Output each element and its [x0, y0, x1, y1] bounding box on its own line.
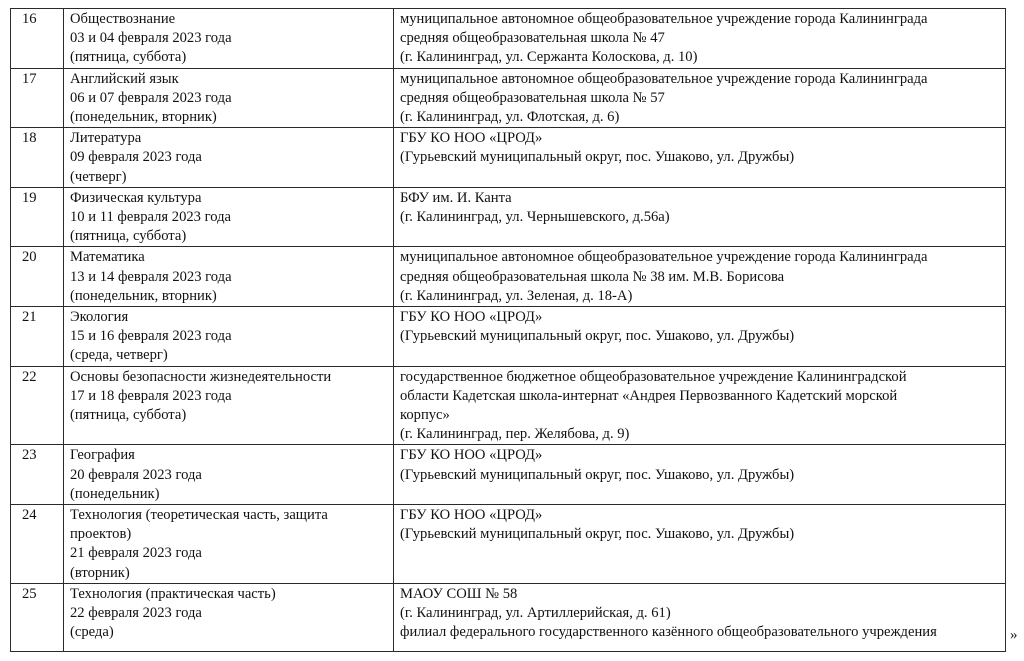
subject-detail-line: 09 февраля 2023 года: [70, 149, 202, 166]
subject-detail-line: 17 и 18 февраля 2023 года: [70, 387, 232, 404]
table-row: [11, 505, 1006, 584]
table-row: [11, 68, 1006, 128]
subject-date-cell: [64, 505, 394, 584]
row-number-cell: 16: [11, 9, 64, 69]
venue-cell: [394, 445, 1006, 505]
venue-line: (г. Калининград, ул. Чернышевского, д.56а): [400, 209, 670, 226]
subject-detail-line: (среда): [70, 624, 114, 641]
venue-cell: [394, 68, 1006, 128]
schedule-table-body: [11, 9, 1006, 652]
subject-date-cell: [64, 307, 394, 367]
venue-cell: [394, 583, 1006, 651]
venue-line: муниципальное автономное общеобразовательное учреждение города Калининграда: [400, 70, 928, 87]
subject-detail-line: (пятница, суббота): [70, 228, 187, 245]
subject-detail-line: (четверг): [70, 168, 127, 185]
venue-cell: [394, 505, 1006, 584]
subject-detail-line: (понедельник): [70, 485, 160, 502]
venue-cell: [394, 187, 1006, 247]
subject-detail-line: (понедельник, вторник): [70, 287, 217, 304]
row-number-cell: 17: [11, 68, 64, 128]
venue-cell: [394, 128, 1006, 188]
subject-detail-line: 10 и 11 февраля 2023 года: [70, 209, 232, 226]
venue-line: (г. Калининград, ул. Зеленая, д. 18-А): [400, 287, 633, 304]
subject-name: География: [70, 447, 135, 464]
venue-line: (г. Калининград, пер. Желябова, д. 9): [400, 426, 630, 443]
row-number-cell: 22: [11, 366, 64, 445]
table-row: [11, 445, 1006, 505]
subject-date-cell: [64, 247, 394, 307]
table-row: [11, 128, 1006, 188]
venue-line: ГБУ КО НОО «ЦРОД»: [400, 130, 543, 147]
table-row: [11, 9, 1006, 69]
subject-name: Английский язык: [70, 70, 179, 87]
subject-detail-line: 21 февраля 2023 года: [70, 545, 202, 562]
olympiad-schedule-table: [10, 8, 1006, 652]
venue-line: (Гурьевский муниципальный округ, пос. Ушаково, ул. Дружбы): [400, 526, 795, 543]
row-number-cell: 25: [11, 583, 64, 651]
subject-detail-line: 22 февраля 2023 года: [70, 605, 202, 622]
subject-date-cell: [64, 366, 394, 445]
subject-date-cell: [64, 128, 394, 188]
subject-detail-line: (пятница, суббота): [70, 407, 187, 424]
subject-detail-line: 13 и 14 февраля 2023 года: [70, 268, 232, 285]
venue-line: средняя общеобразовательная школа № 47: [400, 30, 665, 47]
venue-cell: [394, 307, 1006, 367]
subject-name: Физическая культура: [70, 189, 202, 206]
venue-line: средняя общеобразовательная школа № 38 им. М.В. Борисова: [400, 268, 785, 285]
subject-detail-line: 03 и 04 февраля 2023 года: [70, 30, 232, 47]
subject-detail-line: (среда, четверг): [70, 347, 168, 364]
row-number-cell: 21: [11, 307, 64, 367]
venue-line: (Гурьевский муниципальный округ, пос. Ушаково, ул. Дружбы): [400, 466, 795, 483]
venue-line: ГБУ КО НОО «ЦРОД»: [400, 447, 543, 464]
venue-line: (Гурьевский муниципальный округ, пос. Ушаково, ул. Дружбы): [400, 149, 795, 166]
venue-line: области Кадетская школа-интернат «Андрея Первозванного Кадетский морской: [400, 387, 898, 404]
venue-line: (г. Калининград, ул. Артиллерийская, д. 61): [400, 605, 671, 622]
venue-line: муниципальное автономное общеобразовательное учреждение города Калининграда: [400, 11, 928, 27]
subject-detail-line: 20 февраля 2023 года: [70, 466, 202, 483]
venue-cell: [394, 9, 1006, 69]
subject-name: Математика: [70, 249, 145, 266]
table-row: [11, 187, 1006, 247]
row-number-cell: 19: [11, 187, 64, 247]
subject-date-cell: [64, 445, 394, 505]
venue-line: БФУ им. И. Канта: [400, 189, 512, 206]
venue-line: МАОУ СОШ № 58: [400, 585, 518, 602]
row-number-cell: 18: [11, 128, 64, 188]
table-row: [11, 583, 1006, 651]
venue-line: корпус»: [400, 407, 450, 424]
venue-cell: [394, 366, 1006, 445]
subject-detail-line: (вторник): [70, 564, 130, 581]
subject-detail-line: (понедельник, вторник): [70, 109, 217, 126]
subject-name: Технология (теоретическая часть, защита: [70, 507, 328, 524]
subject-name: Технология (практическая часть): [70, 585, 276, 602]
closing-quote-mark: »: [1010, 627, 1018, 643]
row-number-cell: 20: [11, 247, 64, 307]
venue-cell: [394, 247, 1006, 307]
venue-line: муниципальное автономное общеобразовательное учреждение города Калининграда: [400, 249, 928, 266]
subject-date-cell: [64, 187, 394, 247]
venue-line: филиал федерального государственного казённого общеобразовательного учреждения: [400, 624, 937, 641]
venue-line: (г. Калининград, ул. Сержанта Колоскова, д. 10): [400, 49, 698, 66]
table-row: [11, 307, 1006, 367]
row-number-cell: 23: [11, 445, 64, 505]
subject-date-cell: [64, 583, 394, 651]
table-row: [11, 366, 1006, 445]
subject-date-cell: [64, 68, 394, 128]
subject-name: Основы безопасности жизнедеятельности: [70, 368, 332, 385]
subject-detail-line: 06 и 07 февраля 2023 года: [70, 89, 232, 106]
venue-line: средняя общеобразовательная школа № 57: [400, 89, 665, 106]
venue-line: государственное бюджетное общеобразовательное учреждение Калининградской: [400, 368, 907, 385]
subject-name: Обществознание: [70, 11, 176, 27]
venue-line: (Гурьевский муниципальный округ, пос. Ушаково, ул. Дружбы): [400, 328, 795, 345]
table-row: [11, 247, 1006, 307]
subject-detail-line: 15 и 16 февраля 2023 года: [70, 328, 232, 345]
venue-line: (г. Калининград, ул. Флотская, д. 6): [400, 109, 620, 126]
venue-line: ГБУ КО НОО «ЦРОД»: [400, 309, 543, 326]
subject-date-cell: [64, 9, 394, 69]
subject-detail-line: проектов): [70, 526, 132, 543]
row-number-cell: 24: [11, 505, 64, 584]
venue-line: ГБУ КО НОО «ЦРОД»: [400, 507, 543, 524]
subject-name: Экология: [70, 309, 129, 326]
subject-detail-line: (пятница, суббота): [70, 49, 187, 66]
subject-name: Литература: [70, 130, 142, 147]
